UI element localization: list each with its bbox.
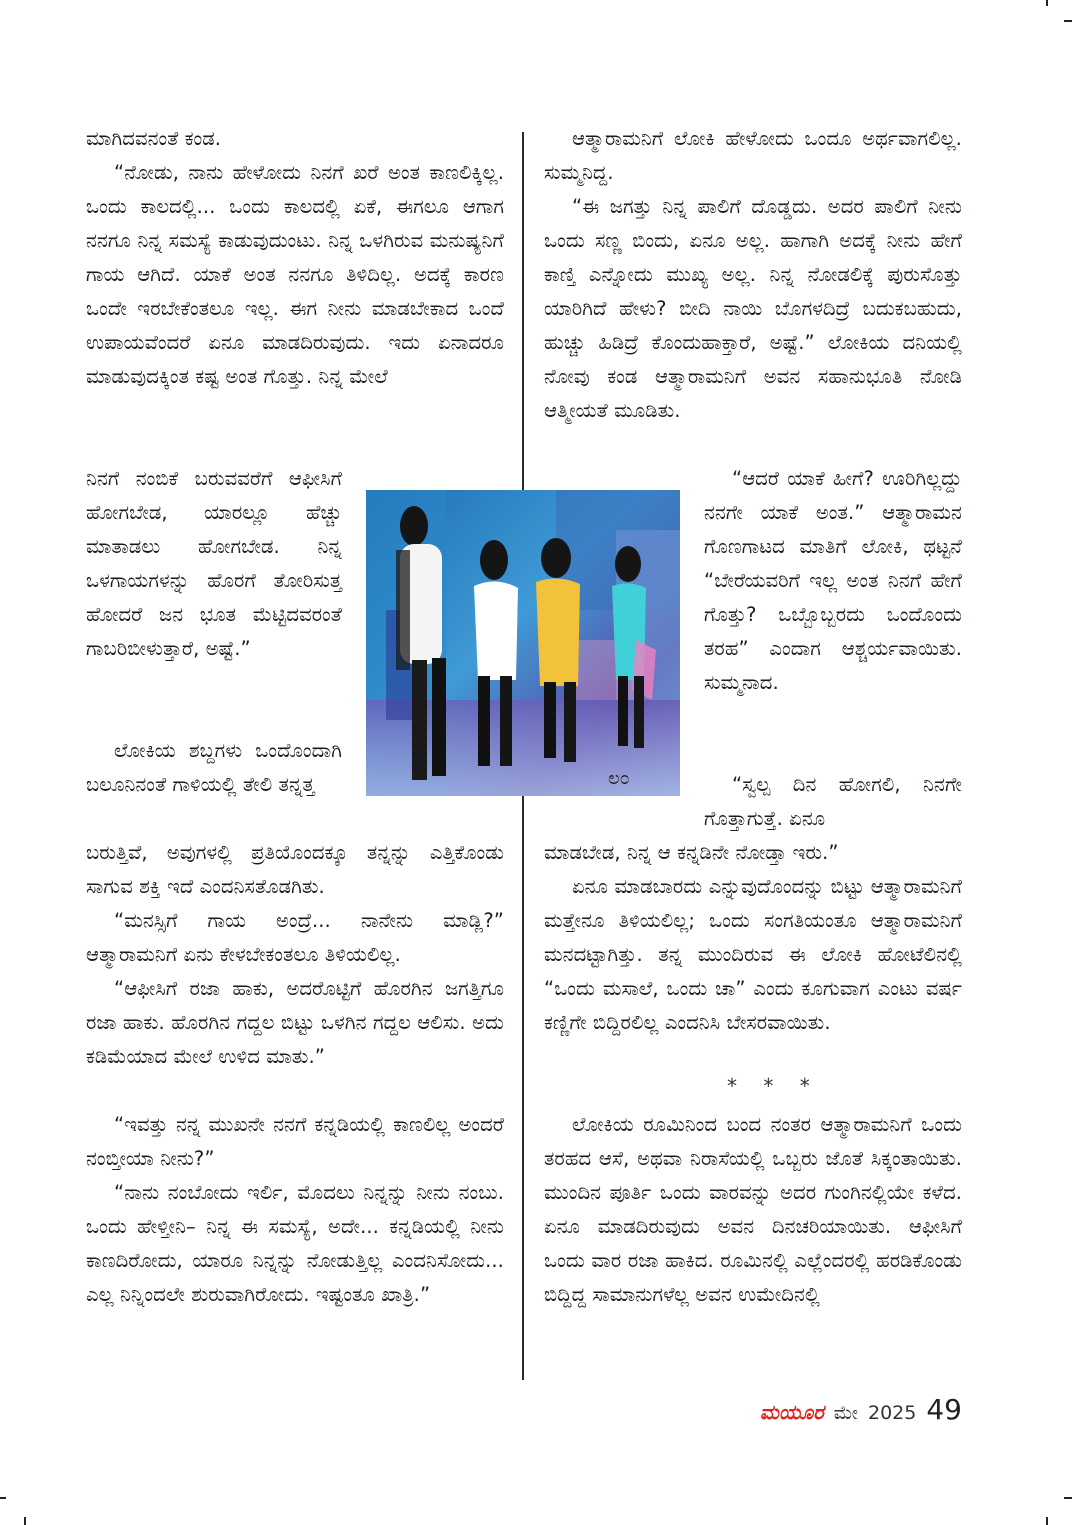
crop-mark	[1064, 20, 1072, 22]
crop-mark	[0, 1497, 6, 1499]
paragraph: “ಸ್ವಲ್ಪ ದಿನ ಹೋಗಲಿ, ನಿನಗೇ ಗೊತ್ತಾಗುತ್ತೆ. ಏನೂ	[704, 773, 962, 830]
page-number: 49	[926, 1393, 962, 1426]
page-footer	[760, 1393, 962, 1426]
issue-year: 2025	[868, 1402, 917, 1424]
story-illustration	[366, 490, 680, 796]
section-separator: * * *	[727, 1074, 820, 1098]
paragraph: ಲೋಕಿಯ ಶಬ್ದಗಳು ಒಂದೊಂದಾಗಿ ಬಲೂನಿನಂತೆ ಗಾಳಿಯಲ್ಲಿ ತೇಲಿ ತನ್ನತ್ತ	[86, 739, 342, 796]
paragraph: ಆತ್ಮಾರಾಮನಿಗೆ ಲೋಕಿ ಹೇಳೋದು ಒಂದೂ ಅರ್ಥವಾಗಲಿಲ್ಲ. ಸುಮ್ಮನಿದ್ದ.	[544, 127, 962, 184]
issue-month: ಮೇ	[833, 1402, 858, 1424]
paragraph: “ಈ ಜಗತ್ತು ನಿನ್ನ ಪಾಲಿಗೆ ದೊಡ್ಡದು. ಅದರ ಪಾಲಿಗೆ ನೀನು ಒಂದು ಸಣ್ಣ ಬಿಂದು, ಏನೂ ಅಲ್ಲ. ಹಾಗಾಗಿ ಅದಕ್ಕೆ ನೀನು ಹೇಗೆ ಕಾಣ್ತಿ ಎನ್ನೋದು ಮುಖ್ಯ ಅಲ್ಲ. ನಿನ್ನ ನೋಡಲಿಕ್ಕೆ ಪುರುಸೊತ್ತು ಯಾರಿಗಿದೆ ಹೇಳು? ಬೀದಿ ನಾಯಿ ಬೊಗಳದಿದ್ರೆ ಬದುಕಬಹುದು, ಹುಚ್ಚು ಹಿಡಿದ್ರೆ ಕೊಂದುಹಾಕ್ತಾರೆ, ಅಷ್ಟೆ.” ಲೋಕಿಯ ದನಿಯಲ್ಲಿ ನೋವು ಕಂಡ ಆತ್ಮಾರಾಮನಿಗೆ ಅವನ ಸಹಾನುಭೂತಿ ನೋಡಿ ಆತ್ಮೀಯತೆ ಮೂಡಿತು.	[544, 195, 962, 422]
painting-figures	[366, 490, 680, 796]
artist-signature: ಲ೦	[608, 768, 630, 789]
paragraph: ಏನೂ ಮಾಡಬಾರದು ಎನ್ನುವುದೊಂದನ್ನು ಬಿಟ್ಟು ಆತ್ಮಾರಾಮನಿಗೆ ಮತ್ತೇನೂ ತಿಳಿಯಲಿಲ್ಲ; ಒಂದು ಸಂಗತಿಯಂತೂ ಆತ್ಮಾರಾಮನಿಗೆ ಮನದಟ್ಟಾಗಿತ್ತು. ತನ್ನ ಮುಂದಿರುವ ಈ ಲೋಕಿ ಹೋಟೆಲಿನಲ್ಲಿ “ಒಂದು ಮಸಾಲೆ, ಒಂದು ಚಾ” ಎಂದು ಕೂಗುವಾಗ ಎಂಟು ವರ್ಷ ಕಣ್ಣಿಗೇ ಬಿದ್ದಿರಲಿಲ್ಲ ಎಂದನಿಸಿ ಬೇಸರವಾಯಿತು.	[544, 875, 962, 1034]
paragraph: “ನಾನು ನಂಬೋದು ಇರ್ಲಿ, ಮೊದಲು ನಿನ್ನನ್ನು ನೀನು ನಂಬು. ಒಂದು ಹೇಳ್ತೀನಿ– ನಿನ್ನ ಈ ಸಮಸ್ಯೆ, ಅದೇ... ಕನ್ನಡಿಯಲ್ಲಿ ನೀನು ಕಾಣದಿರೋದು, ಯಾರೂ ನಿನ್ನನ್ನು ನೋಡುತ್ತಿಲ್ಲ ಎಂದನಿಸೋದು... ಎಲ್ಲ ನಿನ್ನಿಂದಲೇ ಶುರುವಾಗಿರೋದು. ಇಷ್ಟಂತೂ ಖಾತ್ರಿ.”	[86, 1181, 504, 1306]
paragraph: ನಿನಗೆ ನಂಬಿಕೆ ಬರುವವರೆಗೆ ಆಫೀಸಿಗೆ ಹೋಗಬೇಡ, ಯಾರಲ್ಲೂ ಹೆಚ್ಚು ಮಾತಾಡಲು ಹೋಗಬೇಡ. ನಿನ್ನ ಒಳಗಾಯಗಳನ್ನು ಹೊರಗೆ ತೋರಿಸುತ್ತ ಹೋದರೆ ಜನ ಭೂತ ಮೆಟ್ಟಿದವರಂತೆ ಗಾಬರಿಬೀಳುತ್ತಾರೆ, ಅಷ್ಟೆ.”	[86, 467, 342, 660]
paragraph: “ಮನಸ್ಸಿಗೆ ಗಾಯ ಅಂದ್ರೆ... ನಾನೇನು ಮಾಡ್ಲಿ?” ಆತ್ಮಾರಾಮನಿಗೆ ಏನು ಕೇಳಬೇಕಂತಲೂ ತಿಳಿಯಲಿಲ್ಲ.	[86, 909, 504, 966]
magazine-logo: ಮಯೂರ	[759, 1400, 824, 1424]
paragraph: ಬರುತ್ತಿವೆ, ಅವುಗಳಲ್ಲಿ ಪ್ರತಿಯೊಂದಕ್ಕೂ ತನ್ನನ್ನು ಎತ್ತಿಕೊಂಡು ಸಾಗುವ ಶಕ್ತಿ ಇದೆ ಎಂದನಿಸತೊಡಗಿತು.	[86, 841, 504, 898]
paragraph: ಮಾಡಬೇಡ, ನಿನ್ನ ಆ ಕನ್ನಡಿನೇ ನೋಡ್ತಾ ಇರು.”	[544, 841, 839, 864]
paragraph: “ಆದರೆ ಯಾಕೆ ಹೀಗೆ? ಊರಿಗಿಲ್ಲದ್ದು ನನಗೇ ಯಾಕೆ ಅಂತ.” ಆತ್ಮಾರಾಮನ ಗೊಣಗಾಟದ ಮಾತಿಗೆ ಲೋಕಿ, ಥಟ್ಟನೆ “ಬೇರೆಯವರಿಗೆ ಇಲ್ಲ ಅಂತ ನಿನಗೆ ಹೇಗೆ ಗೊತ್ತು? ಒಬ್ಬೊಬ್ಬರದು ಒಂದೊಂದು ತರಹ” ಎಂದಾಗ ಆಶ್ಚರ್ಯವಾಯಿತು. ಸುಮ್ಮನಾದ.	[704, 467, 962, 694]
paragraph: “ಆಫೀಸಿಗೆ ರಜಾ ಹಾಕು, ಅದರೊಟ್ಟಿಗೆ ಹೊರಗಿನ ಜಗತ್ತಿಗೂ ರಜಾ ಹಾಕು. ಹೊರಗಿನ ಗದ್ದಲ ಬಿಟ್ಟು ಒಳಗಿನ ಗದ್ದಲ ಆಲಿಸು. ಅದು ಕಡಿಮೆಯಾದ ಮೇಲೆ ಉಳಿದ ಮಾತು.”	[86, 977, 504, 1068]
crop-mark	[24, 1517, 26, 1525]
paragraph: ಲೋಕಿಯ ರೂಮಿನಿಂದ ಬಂದ ನಂತರ ಆತ್ಮಾರಾಮನಿಗೆ ಒಂದು ತರಹದ ಆಸೆ, ಅಥವಾ ನಿರಾಸೆಯಲ್ಲಿ ಒಬ್ಬರು ಜೊತೆ ಸಿಕ್ಕಂತಾಯಿತು. ಮುಂದಿನ ಪೂರ್ತಿ ಒಂದು ವಾರವನ್ನು ಅದರ ಗುಂಗಿನಲ್ಲಿಯೇ ಕಳೆದ. ಏನೂ ಮಾಡದಿರುವುದು ಅವನ ದಿನಚರಿಯಾಯಿತು. ಆಫೀಸಿಗೆ ಒಂದು ವಾರ ರಜಾ ಹಾಕಿದ. ರೂಮಿನಲ್ಲಿ ಎಲ್ಲೆಂದರಲ್ಲಿ ಹರಡಿಕೊಂಡು ಬಿದ್ದಿದ್ದ ಸಾಮಾನುಗಳೆಲ್ಲ ಅವನ ಉಮೇದಿನಲ್ಲಿ	[544, 1113, 962, 1306]
crop-mark	[1046, 1517, 1048, 1525]
paragraph: “ಇವತ್ತು ನನ್ನ ಮುಖನೇ ನನಗೆ ಕನ್ನಡಿಯಲ್ಲಿ ಕಾಣಲಿಲ್ಲ ಅಂದರೆ ನಂಬ್ತೀಯಾ ನೀನು?”	[86, 1113, 504, 1170]
paragraph: ಮಾಗಿದವನಂತೆ ಕಂಡ.	[86, 127, 222, 150]
crop-mark	[1064, 1497, 1072, 1499]
crop-mark	[1046, 0, 1048, 6]
paragraph: “ನೋಡು, ನಾನು ಹೇಳೋದು ನಿನಗೆ ಖರೆ ಅಂತ ಕಾಣಲಿಕ್ಕಿಲ್ಲ. ಒಂದು ಕಾಲದಲ್ಲಿ... ಒಂದು ಕಾಲದಲ್ಲಿ ಏಕೆ, ಈಗಲೂ ಆಗಾಗ ನನಗೂ ನಿನ್ನ ಸಮಸ್ಯೆ ಕಾಡುವುದುಂಟು. ನಿನ್ನ ಒಳಗಿರುವ ಮನುಷ್ಯನಿಗೆ ಗಾಯ ಆಗಿದೆ. ಯಾಕೆ ಅಂತ ನನಗೂ ತಿಳಿದಿಲ್ಲ. ಅದಕ್ಕೆ ಕಾರಣ ಒಂದೇ ಇರಬೇಕೆಂತಲೂ ಇಲ್ಲ. ಈಗ ನೀನು ಮಾಡಬೇಕಾದ ಒಂದೆ ಉಪಾಯವೆಂದರೆ ಏನೂ ಮಾಡದಿರುವುದು. ಇದು ಏನಾದರೂ ಮಾಡುವುದಕ್ಕಿಂತ ಕಷ್ಟ ಅಂತ ಗೊತ್ತು. ನಿನ್ನ ಮೇಲೆ	[86, 161, 504, 388]
